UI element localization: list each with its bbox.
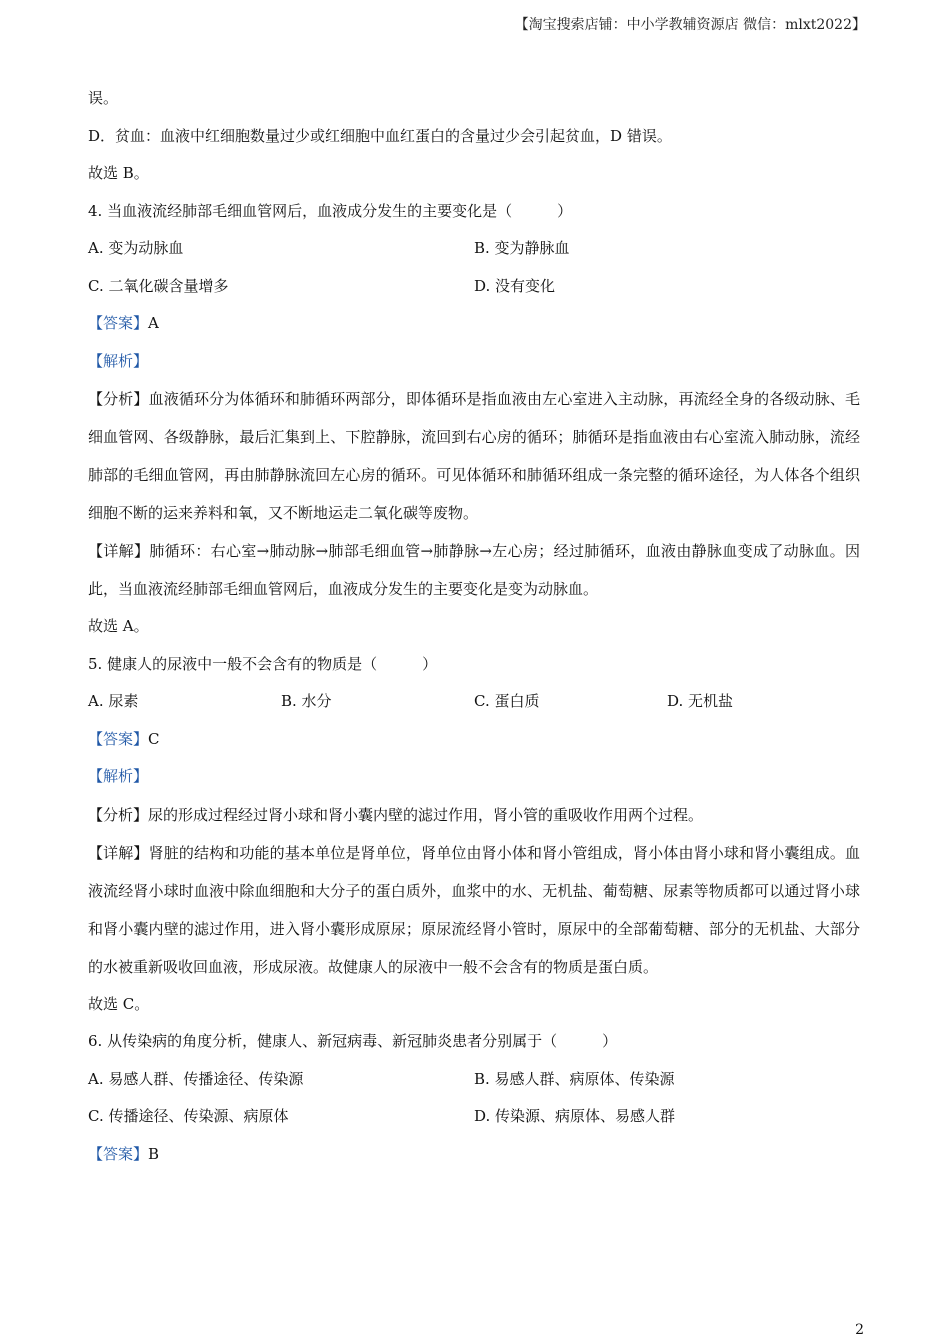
q5-option-a: A. 尿素: [88, 692, 139, 710]
page-number: 2: [855, 1322, 864, 1338]
q4-xiangjie: [88, 532, 860, 608]
q4-option-a: A. 变为动脉血: [88, 239, 184, 257]
q5-answer: [88, 721, 860, 759]
q4-option-d: D. 没有变化: [474, 276, 556, 295]
q6-options-row-1: [88, 1061, 860, 1099]
q5-option-b: B. 水分: [281, 692, 332, 710]
prev-continuation: 误。: [88, 89, 119, 107]
q5-options-row: [88, 683, 860, 721]
q6-option-a: A. 易感人群、传播途径、传染源: [88, 1069, 304, 1088]
q5-conclusion: 故选 C。: [88, 994, 150, 1013]
q4-option-c: C. 二氧化碳含量增多: [88, 276, 229, 295]
q6-answer: [88, 1136, 860, 1174]
q4-answer-value: A: [148, 314, 159, 332]
q6-option-c: C. 传播途径、传染源、病原体: [88, 1107, 289, 1125]
fenxi-tag: 【分析】: [88, 390, 149, 408]
q4-stem: 4. 当血液流经肺部毛细血管网后，血液成分发生的主要变化是（ ）: [88, 201, 573, 220]
q6-option-b: B. 易感人群、病原体、传染源: [474, 1069, 675, 1088]
q6-stem: 6. 从传染病的角度分析，健康人、新冠病毒、新冠肺炎患者分别属于（ ）: [88, 1032, 618, 1050]
q4-xiangjie-text: 肺循环：右心室→肺动脉→肺部毛细血管→肺静脉→左心房；经过肺循环，血液由静脉血变成了动脉血。因此，当血液流经肺部毛细血管网后，血液成分发生的主要变化是变为动脉血。: [88, 542, 860, 598]
answer-tag: 【答案】: [88, 1144, 149, 1163]
q4-option-b: B. 变为静脉血: [474, 239, 570, 257]
q4-fenxi: [88, 380, 860, 532]
q5-fenxi-text: 尿的形成过程经过肾小球和肾小囊内壁的滤过作用，肾小管的重吸收作用两个过程。: [148, 805, 704, 824]
q5-answer-value: C: [148, 729, 160, 748]
q5-xiangjie-text: 肾脏的结构和功能的基本单位是肾单位，肾单位由肾小体和肾小管组成，肾小体由肾小球和肾小囊组成。血液流经肾小球时血液中除血细胞和大分子的蛋白质外，血浆中的水、无机盐、葡萄糖、尿素等物质都可以通过肾小球和肾小囊内壁的滤过作用，进入肾小囊形成原尿；原尿流经肾小管时，原尿中的全部葡萄糖、部分的无机盐、大部分的水被重新吸收回血液，形成尿液。故健康人的尿液中一般不会含有的物质是蛋白质。: [88, 843, 860, 976]
q4-answer: [88, 305, 860, 343]
analysis-tag: 【解析】: [88, 351, 149, 370]
q4-fenxi-text: 血液循环分为体循环和肺循环两部分，即体循环是指血液由左心室进入主动脉，再流经全身的各级动脉、毛细血管网、各级静脉，最后汇集到上、下腔静脉，流回到右心房的循环；肺循环是指血液由右心室流入肺动脉，流经肺部的毛细血管网，再由肺静脉流回左心房的循环。可见体循环和肺循环组成一条完整的循环途径，为人体各个组织细胞不断的运来养料和氧，又不断地运走二氧化碳等废物。: [88, 390, 860, 522]
fenxi-tag: 【分析】: [88, 805, 149, 824]
answer-tag: 【答案】: [88, 314, 149, 332]
answer-tag: 【答案】: [88, 729, 149, 748]
q4-analysis-heading: [88, 343, 860, 381]
q4-options-row-1: [88, 230, 860, 268]
prev-option-d-explanation: D．贫血：血液中红细胞数量过少或红细胞中血红蛋白的含量过少会引起贫血，D 错误。: [88, 126, 672, 145]
q5-analysis-heading: [88, 758, 860, 796]
q6-options-row-2: [88, 1098, 860, 1136]
q5-fenxi: [88, 796, 860, 834]
prev-conclusion: 故选 B。: [88, 164, 149, 182]
q5-option-c: C. 蛋白质: [474, 692, 540, 710]
q5-option-d: D. 无机盐: [667, 692, 734, 710]
analysis-tag: 【解析】: [88, 767, 149, 785]
q5-xiangjie: [88, 834, 860, 986]
q6-answer-value: B: [148, 1144, 160, 1163]
xiangjie-tag: 【详解】: [88, 542, 150, 560]
q6-option-d: D. 传染源、病原体、易感人群: [474, 1107, 676, 1125]
q4-options-row-2: [88, 268, 860, 306]
page-header: 【淘宝搜索店铺：中小学教辅资源店 微信：mlxt2022】: [514, 17, 866, 33]
xiangjie-tag: 【详解】: [88, 843, 149, 862]
q5-stem: 5. 健康人的尿液中一般不会含有的物质是（ ）: [88, 654, 438, 673]
document-body: [88, 80, 860, 1173]
q4-conclusion: 故选 A。: [88, 617, 149, 635]
